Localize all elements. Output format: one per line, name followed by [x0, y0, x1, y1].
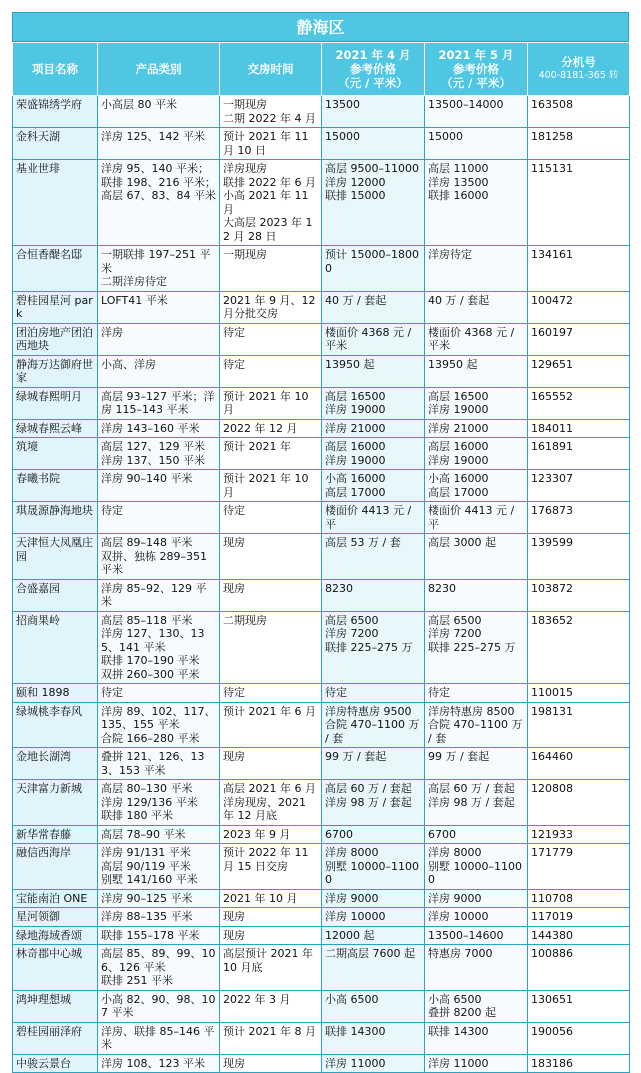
product-category-cell: 高层 127、129 平米 洋房 137、150 平米 — [98, 438, 220, 470]
header-name: 项目名称 — [13, 43, 98, 96]
product-category-cell: 洋房 95、140 平米； 联排 198、216 平米； 高层 67、83、84 平米 — [98, 160, 220, 246]
header-row — [13, 43, 630, 96]
table-row — [13, 160, 630, 246]
table-row — [13, 945, 630, 991]
header-delivery: 交房时间 — [220, 43, 322, 96]
project-name-cell: 合盛嘉园 — [13, 579, 98, 611]
extension-cell: 164460 — [528, 748, 630, 780]
product-category-cell: 高层 93–127 平米；洋房 115–143 平米 — [98, 387, 220, 419]
may-price-cell: 15000 — [425, 128, 528, 160]
extension-cell: 139599 — [528, 534, 630, 580]
april-price-cell: 8230 — [322, 579, 425, 611]
table-row — [13, 355, 630, 387]
delivery-time-cell: 预计 2021 年 — [220, 438, 322, 470]
table-row — [13, 1022, 630, 1054]
delivery-time-cell: 高层 2021 年 6 月 洋房现房、2021 年 12 月底 — [220, 780, 322, 826]
product-category-cell: 洋房 91/131 平米 高层 90/119 平米 别墅 141/160 平米 — [98, 844, 220, 890]
product-category-cell: 高层 89–148 平米 双拼、独栋 289–351 平米 — [98, 534, 220, 580]
table-row — [13, 990, 630, 1022]
project-name-cell: 林奇郡中心城 — [13, 945, 98, 991]
table-row — [13, 889, 630, 908]
product-category-cell: 待定 — [98, 684, 220, 703]
may-price-cell: 13500–14600 — [425, 926, 528, 945]
project-name-cell: 合恒香醍名邸 — [13, 246, 98, 292]
project-name-cell: 天津恒大凤凰庄园 — [13, 534, 98, 580]
extension-cell: 103872 — [528, 579, 630, 611]
extension-cell: 110015 — [528, 684, 630, 703]
product-category-cell: 洋房 125、142 平米 — [98, 128, 220, 160]
project-name-cell: 金科天湖 — [13, 128, 98, 160]
delivery-time-cell: 现房 — [220, 748, 322, 780]
table-row — [13, 684, 630, 703]
table-row — [13, 702, 630, 748]
delivery-time-cell: 二期现房 — [220, 611, 322, 684]
extension-cell: 190056 — [528, 1022, 630, 1054]
table-row — [13, 323, 630, 355]
april-price-cell: 高层 53 万 / 套 — [322, 534, 425, 580]
table-row — [13, 926, 630, 945]
extension-cell: 176873 — [528, 502, 630, 534]
may-price-cell: 13950 起 — [425, 355, 528, 387]
may-price-cell: 6700 — [425, 825, 528, 844]
extension-cell: 161891 — [528, 438, 630, 470]
project-name-cell: 静海万达御府世家 — [13, 355, 98, 387]
project-name-cell: 碧桂园丽泽府 — [13, 1022, 98, 1054]
product-category-cell: 洋房 90–140 平米 — [98, 470, 220, 502]
project-name-cell: 绿地海域香颂 — [13, 926, 98, 945]
project-name-cell: 绿城春熙云峰 — [13, 419, 98, 438]
product-category-cell: 小高、洋房 — [98, 355, 220, 387]
project-name-cell: 鸿坤理想城 — [13, 990, 98, 1022]
project-name-cell: 绿城桃李春风 — [13, 702, 98, 748]
project-name-cell: 春曦书院 — [13, 470, 98, 502]
header-april-price: 2021 年 4 月 参考价格 （元 / 平米） — [322, 43, 425, 96]
table-row — [13, 825, 630, 844]
product-category-cell: 洋房 108、123 平米 — [98, 1054, 220, 1073]
april-price-cell: 二期高层 7600 起 — [322, 945, 425, 991]
table-row — [13, 470, 630, 502]
may-price-cell: 高层 16000 洋房 19000 — [425, 438, 528, 470]
extension-cell: 100886 — [528, 945, 630, 991]
april-price-cell: 13950 起 — [322, 355, 425, 387]
product-category-cell: 小高 82、90、98、107 平米 — [98, 990, 220, 1022]
delivery-time-cell: 预计 2022 年 11 月 15 日交房 — [220, 844, 322, 890]
table-row — [13, 96, 630, 128]
product-category-cell: 小高层 80 平米 — [98, 96, 220, 128]
april-price-cell: 楼面价 4368 元 / 平米 — [322, 323, 425, 355]
april-price-cell: 洋房 9000 — [322, 889, 425, 908]
table-row — [13, 502, 630, 534]
extension-cell: 120808 — [528, 780, 630, 826]
april-price-cell: 高层 16500 洋房 19000 — [322, 387, 425, 419]
table-row — [13, 438, 630, 470]
april-price-cell: 预计 15000–18000 — [322, 246, 425, 292]
april-price-cell: 40 万 / 套起 — [322, 291, 425, 323]
may-price-cell: 高层 16500 洋房 19000 — [425, 387, 528, 419]
header-extension-label: 分机号 — [561, 55, 596, 69]
product-category-cell: 洋房 143–160 平米 — [98, 419, 220, 438]
product-category-cell: 高层 80–130 平米 洋房 129/136 平米 联排 180 平米 — [98, 780, 220, 826]
product-category-cell: 洋房 90–125 平米 — [98, 889, 220, 908]
extension-cell: 117019 — [528, 908, 630, 927]
may-price-cell: 特惠房 7000 — [425, 945, 528, 991]
delivery-time-cell: 现房 — [220, 579, 322, 611]
project-name-cell: 金地长湖湾 — [13, 748, 98, 780]
may-price-cell: 40 万 / 套起 — [425, 291, 528, 323]
extension-cell: 121933 — [528, 825, 630, 844]
may-price-cell: 8230 — [425, 579, 528, 611]
product-category-cell: 联排 155–178 平米 — [98, 926, 220, 945]
table-row — [13, 246, 630, 292]
may-price-cell: 洋房待定 — [425, 246, 528, 292]
may-price-cell: 洋房特惠房 8500 合院 470–1100 万 / 套 — [425, 702, 528, 748]
may-price-cell: 洋房 10000 — [425, 908, 528, 927]
product-category-cell: 洋房、联排 85–146 平米 — [98, 1022, 220, 1054]
april-price-cell: 小高 16000 高层 17000 — [322, 470, 425, 502]
extension-cell: 181258 — [528, 128, 630, 160]
april-price-cell: 高层 9500–11000 洋房 12000 联排 15000 — [322, 160, 425, 246]
table-row — [13, 387, 630, 419]
april-price-cell: 洋房特惠房 9500 合院 470–1100 万 / 套 — [322, 702, 425, 748]
april-price-cell: 洋房 11000 — [322, 1054, 425, 1073]
may-price-cell: 洋房 9000 — [425, 889, 528, 908]
april-price-cell: 高层 16000 洋房 19000 — [322, 438, 425, 470]
delivery-time-cell: 预计 2021 年 6 月 — [220, 702, 322, 748]
delivery-time-cell: 现房 — [220, 908, 322, 927]
delivery-time-cell: 2021 年 10 月 — [220, 889, 322, 908]
project-name-cell: 中骏云景台 — [13, 1054, 98, 1073]
delivery-time-cell: 待定 — [220, 355, 322, 387]
extension-cell: 115131 — [528, 160, 630, 246]
product-category-cell: 高层 85、89、99、106、126 平米 联排 251 平米 — [98, 945, 220, 991]
may-price-cell: 小高 6500 叠拼 8200 起 — [425, 990, 528, 1022]
extension-cell: 171779 — [528, 844, 630, 890]
delivery-time-cell: 2022 年 12 月 — [220, 419, 322, 438]
project-name-cell: 碧桂园星河 park — [13, 291, 98, 323]
april-price-cell: 楼面价 4413 元 / 平 — [322, 502, 425, 534]
extension-cell: 163508 — [528, 96, 630, 128]
table-row — [13, 128, 630, 160]
extension-cell: 184011 — [528, 419, 630, 438]
project-name-cell: 新华常春藤 — [13, 825, 98, 844]
table-row — [13, 611, 630, 684]
delivery-time-cell: 待定 — [220, 502, 322, 534]
project-name-cell: 招商果岭 — [13, 611, 98, 684]
delivery-time-cell: 高层预计 2021 年 10 月底 — [220, 945, 322, 991]
header-extension — [528, 43, 630, 96]
table-row — [13, 419, 630, 438]
table-row — [13, 291, 630, 323]
project-name-cell: 绿城春熙明月 — [13, 387, 98, 419]
product-category-cell: LOFT41 平米 — [98, 291, 220, 323]
extension-cell: 134161 — [528, 246, 630, 292]
delivery-time-cell: 预计 2021 年 8 月 — [220, 1022, 322, 1054]
may-price-cell: 高层 3000 起 — [425, 534, 528, 580]
table-row — [13, 748, 630, 780]
delivery-time-cell: 待定 — [220, 323, 322, 355]
header-category: 产品类别 — [98, 43, 220, 96]
price-table-container — [12, 12, 629, 1073]
table-row — [13, 1054, 630, 1073]
april-price-cell: 洋房 10000 — [322, 908, 425, 927]
header-may-price: 2021 年 5 月 参考价格 （元 / 平米） — [425, 43, 528, 96]
extension-cell: 100472 — [528, 291, 630, 323]
project-name-cell: 宝能南泊 ONE — [13, 889, 98, 908]
product-category-cell: 洋房 — [98, 323, 220, 355]
table-body — [13, 96, 630, 1073]
table-row — [13, 780, 630, 826]
may-price-cell: 高层 60 万 / 套起 洋房 98 万 / 套起 — [425, 780, 528, 826]
product-category-cell: 洋房 88–135 平米 — [98, 908, 220, 927]
header-extension-hotline: 400-8181-365 转 — [538, 70, 619, 81]
project-name-cell: 团泊房地产团泊西地块 — [13, 323, 98, 355]
project-name-cell: 筑境 — [13, 438, 98, 470]
april-price-cell: 联排 14300 — [322, 1022, 425, 1054]
region-title: 静海区 — [12, 12, 629, 42]
delivery-time-cell: 待定 — [220, 684, 322, 703]
delivery-time-cell: 预计 2021 年 10 月 — [220, 470, 322, 502]
product-category-cell: 高层 85–118 平米 洋房 127、130、135、141 平米 联排 170–190 平米 双拼 260–300 平米 — [98, 611, 220, 684]
april-price-cell: 小高 6500 — [322, 990, 425, 1022]
delivery-time-cell: 一期现房 二期 2022 年 4 月 — [220, 96, 322, 128]
delivery-time-cell: 2023 年 9 月 — [220, 825, 322, 844]
project-name-cell: 星河领御 — [13, 908, 98, 927]
table-row — [13, 534, 630, 580]
price-table — [12, 42, 630, 1073]
may-price-cell: 楼面价 4413 元 / 平 — [425, 502, 528, 534]
table-row — [13, 579, 630, 611]
delivery-time-cell: 预计 2021 年 10 月 — [220, 387, 322, 419]
project-name-cell: 琪晟源静海地块 — [13, 502, 98, 534]
extension-cell: 129651 — [528, 355, 630, 387]
may-price-cell: 高层 11000 洋房 13500 联排 16000 — [425, 160, 528, 246]
product-category-cell: 高层 78–90 平米 — [98, 825, 220, 844]
product-category-cell: 洋房 85–92、129 平米 — [98, 579, 220, 611]
delivery-time-cell: 现房 — [220, 1054, 322, 1073]
delivery-time-cell: 2021 年 9 月、12 月分批交房 — [220, 291, 322, 323]
project-name-cell: 颐和 1898 — [13, 684, 98, 703]
april-price-cell: 13500 — [322, 96, 425, 128]
project-name-cell: 基业世琲 — [13, 160, 98, 246]
delivery-time-cell: 2022 年 3 月 — [220, 990, 322, 1022]
product-category-cell: 待定 — [98, 502, 220, 534]
extension-cell: 160197 — [528, 323, 630, 355]
delivery-time-cell: 现房 — [220, 926, 322, 945]
product-category-cell: 洋房 89、102、117、135、155 平米 合院 166–280 平米 — [98, 702, 220, 748]
extension-cell: 123307 — [528, 470, 630, 502]
april-price-cell: 洋房 8000 别墅 10000–11000 — [322, 844, 425, 890]
delivery-time-cell: 洋房现房 联排 2022 年 6 月 小高 2021 年 11 月 大高层 2023 年 12 月 28 日 — [220, 160, 322, 246]
may-price-cell: 联排 14300 — [425, 1022, 528, 1054]
may-price-cell: 楼面价 4368 元 / 平米 — [425, 323, 528, 355]
april-price-cell: 15000 — [322, 128, 425, 160]
extension-cell: 165552 — [528, 387, 630, 419]
extension-cell: 183186 — [528, 1054, 630, 1073]
delivery-time-cell: 现房 — [220, 534, 322, 580]
extension-cell: 110708 — [528, 889, 630, 908]
extension-cell: 183652 — [528, 611, 630, 684]
delivery-time-cell: 预计 2021 年 11 月 10 日 — [220, 128, 322, 160]
may-price-cell: 洋房 8000 别墅 10000–11000 — [425, 844, 528, 890]
extension-cell: 130651 — [528, 990, 630, 1022]
april-price-cell: 99 万 / 套起 — [322, 748, 425, 780]
product-category-cell: 叠拼 121、126、133、153 平米 — [98, 748, 220, 780]
april-price-cell: 高层 60 万 / 套起 洋房 98 万 / 套起 — [322, 780, 425, 826]
project-name-cell: 荣盛锦绣学府 — [13, 96, 98, 128]
may-price-cell: 13500–14000 — [425, 96, 528, 128]
table-row — [13, 844, 630, 890]
product-category-cell: 一期联排 197–251 平米 二期洋房待定 — [98, 246, 220, 292]
extension-cell: 144380 — [528, 926, 630, 945]
may-price-cell: 待定 — [425, 684, 528, 703]
may-price-cell: 洋房 21000 — [425, 419, 528, 438]
april-price-cell: 待定 — [322, 684, 425, 703]
delivery-time-cell: 一期现房 — [220, 246, 322, 292]
may-price-cell: 高层 6500 洋房 7200 联排 225–275 万 — [425, 611, 528, 684]
may-price-cell: 99 万 / 套起 — [425, 748, 528, 780]
extension-cell: 198131 — [528, 702, 630, 748]
project-name-cell: 天津富力新城 — [13, 780, 98, 826]
april-price-cell: 12000 起 — [322, 926, 425, 945]
april-price-cell: 高层 6500 洋房 7200 联排 225–275 万 — [322, 611, 425, 684]
may-price-cell: 小高 16000 高层 17000 — [425, 470, 528, 502]
may-price-cell: 洋房 11000 — [425, 1054, 528, 1073]
april-price-cell: 6700 — [322, 825, 425, 844]
table-row — [13, 908, 630, 927]
april-price-cell: 洋房 21000 — [322, 419, 425, 438]
project-name-cell: 融信西海岸 — [13, 844, 98, 890]
